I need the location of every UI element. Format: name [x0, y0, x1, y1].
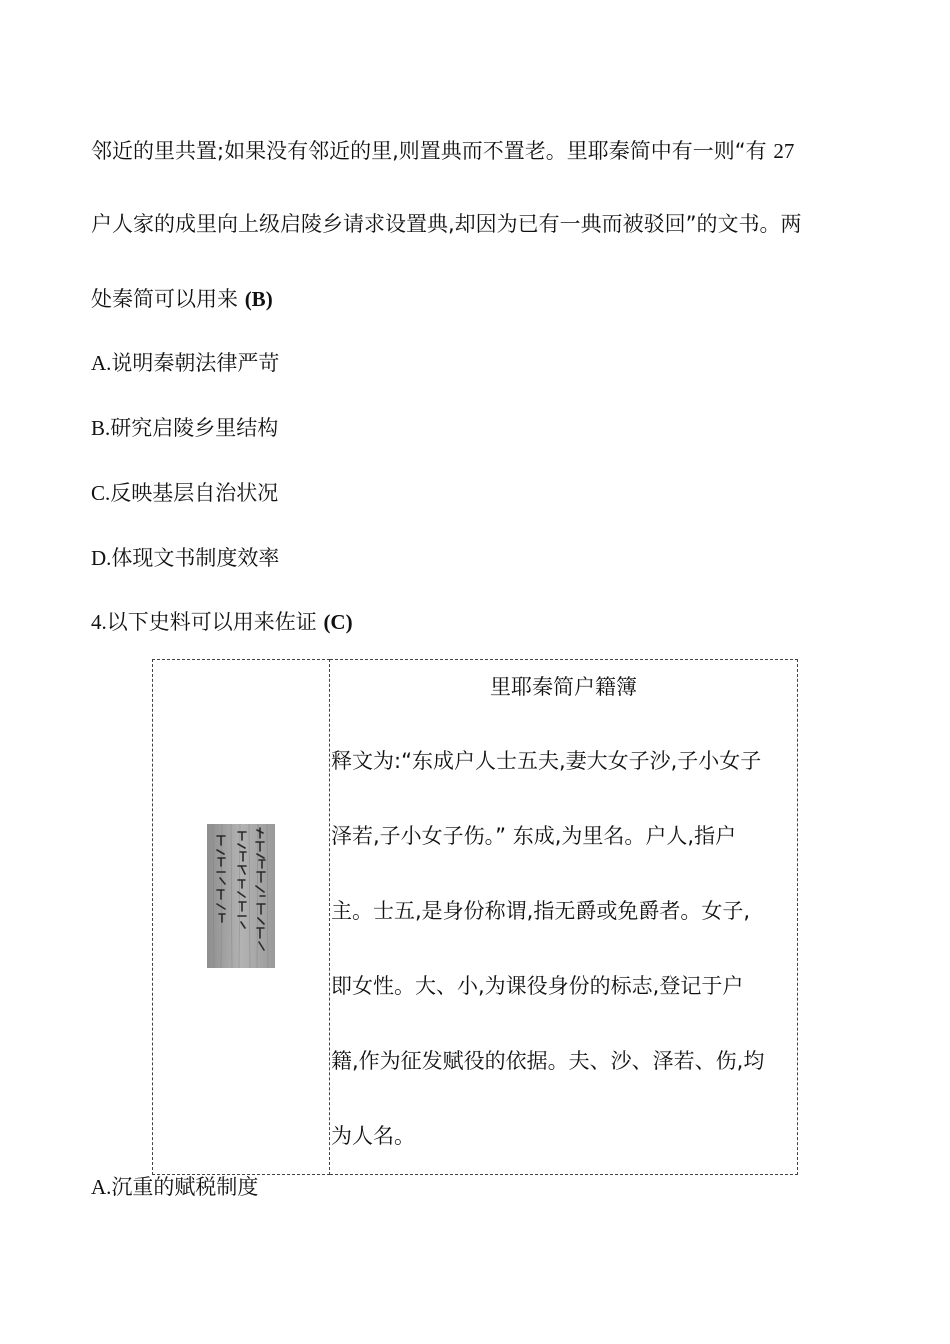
- q3-option-a: A.说明秦朝法律严苛: [91, 351, 280, 375]
- q4-option-a: A.沉重的赋税制度: [91, 1175, 259, 1199]
- q3-option-c: C.反映基层自治状况: [91, 481, 279, 505]
- question-4: 4.以下史料可以用来佐证 (C): [91, 610, 353, 634]
- answer-q4: (C): [323, 610, 353, 634]
- q3-option-b: B.研究启陵乡里结构: [91, 416, 279, 440]
- transcription-line: 即女性。大、小,为课役身份的标志,登记于户: [331, 974, 744, 998]
- q3-option-d: D.体现文书制度效率: [91, 546, 280, 570]
- passage-line-1: 邻近的里共置;如果没有邻近的里,则置典而不置老。里耶秦简中有一则“有 27: [91, 139, 795, 163]
- transcription-text: [331, 724, 797, 1174]
- transcription-line: 籍,作为征发赋役的依据。夫、沙、泽若、伤,均: [331, 1049, 765, 1073]
- bamboo-slip-cell: [153, 660, 330, 1175]
- passage-line-2: 户人家的成里向上级启陵乡请求设置典,却因为已有一典而被驳回”的文书。两: [91, 212, 802, 236]
- transcription-line: 泽若,子小女子伤。” 东成,为里名。户人,指户: [331, 824, 737, 848]
- table-title: 里耶秦简户籍簿: [490, 675, 637, 699]
- transcription-line: 释文为:“东成户人士五夫,妻大女子沙,子小女子: [331, 749, 762, 773]
- answer-q3: (B): [244, 287, 273, 311]
- transcription-line: 为人名。: [331, 1124, 415, 1148]
- transcription-line: 主。士五,是身份称谓,指无爵或免爵者。女子,: [331, 899, 751, 923]
- transcription-cell: [330, 660, 798, 1175]
- passage-line-3: 处秦简可以用来 (B): [91, 287, 273, 311]
- source-table: [152, 659, 798, 1175]
- passage-number: 27: [773, 139, 795, 163]
- bamboo-slip-image: [207, 824, 275, 968]
